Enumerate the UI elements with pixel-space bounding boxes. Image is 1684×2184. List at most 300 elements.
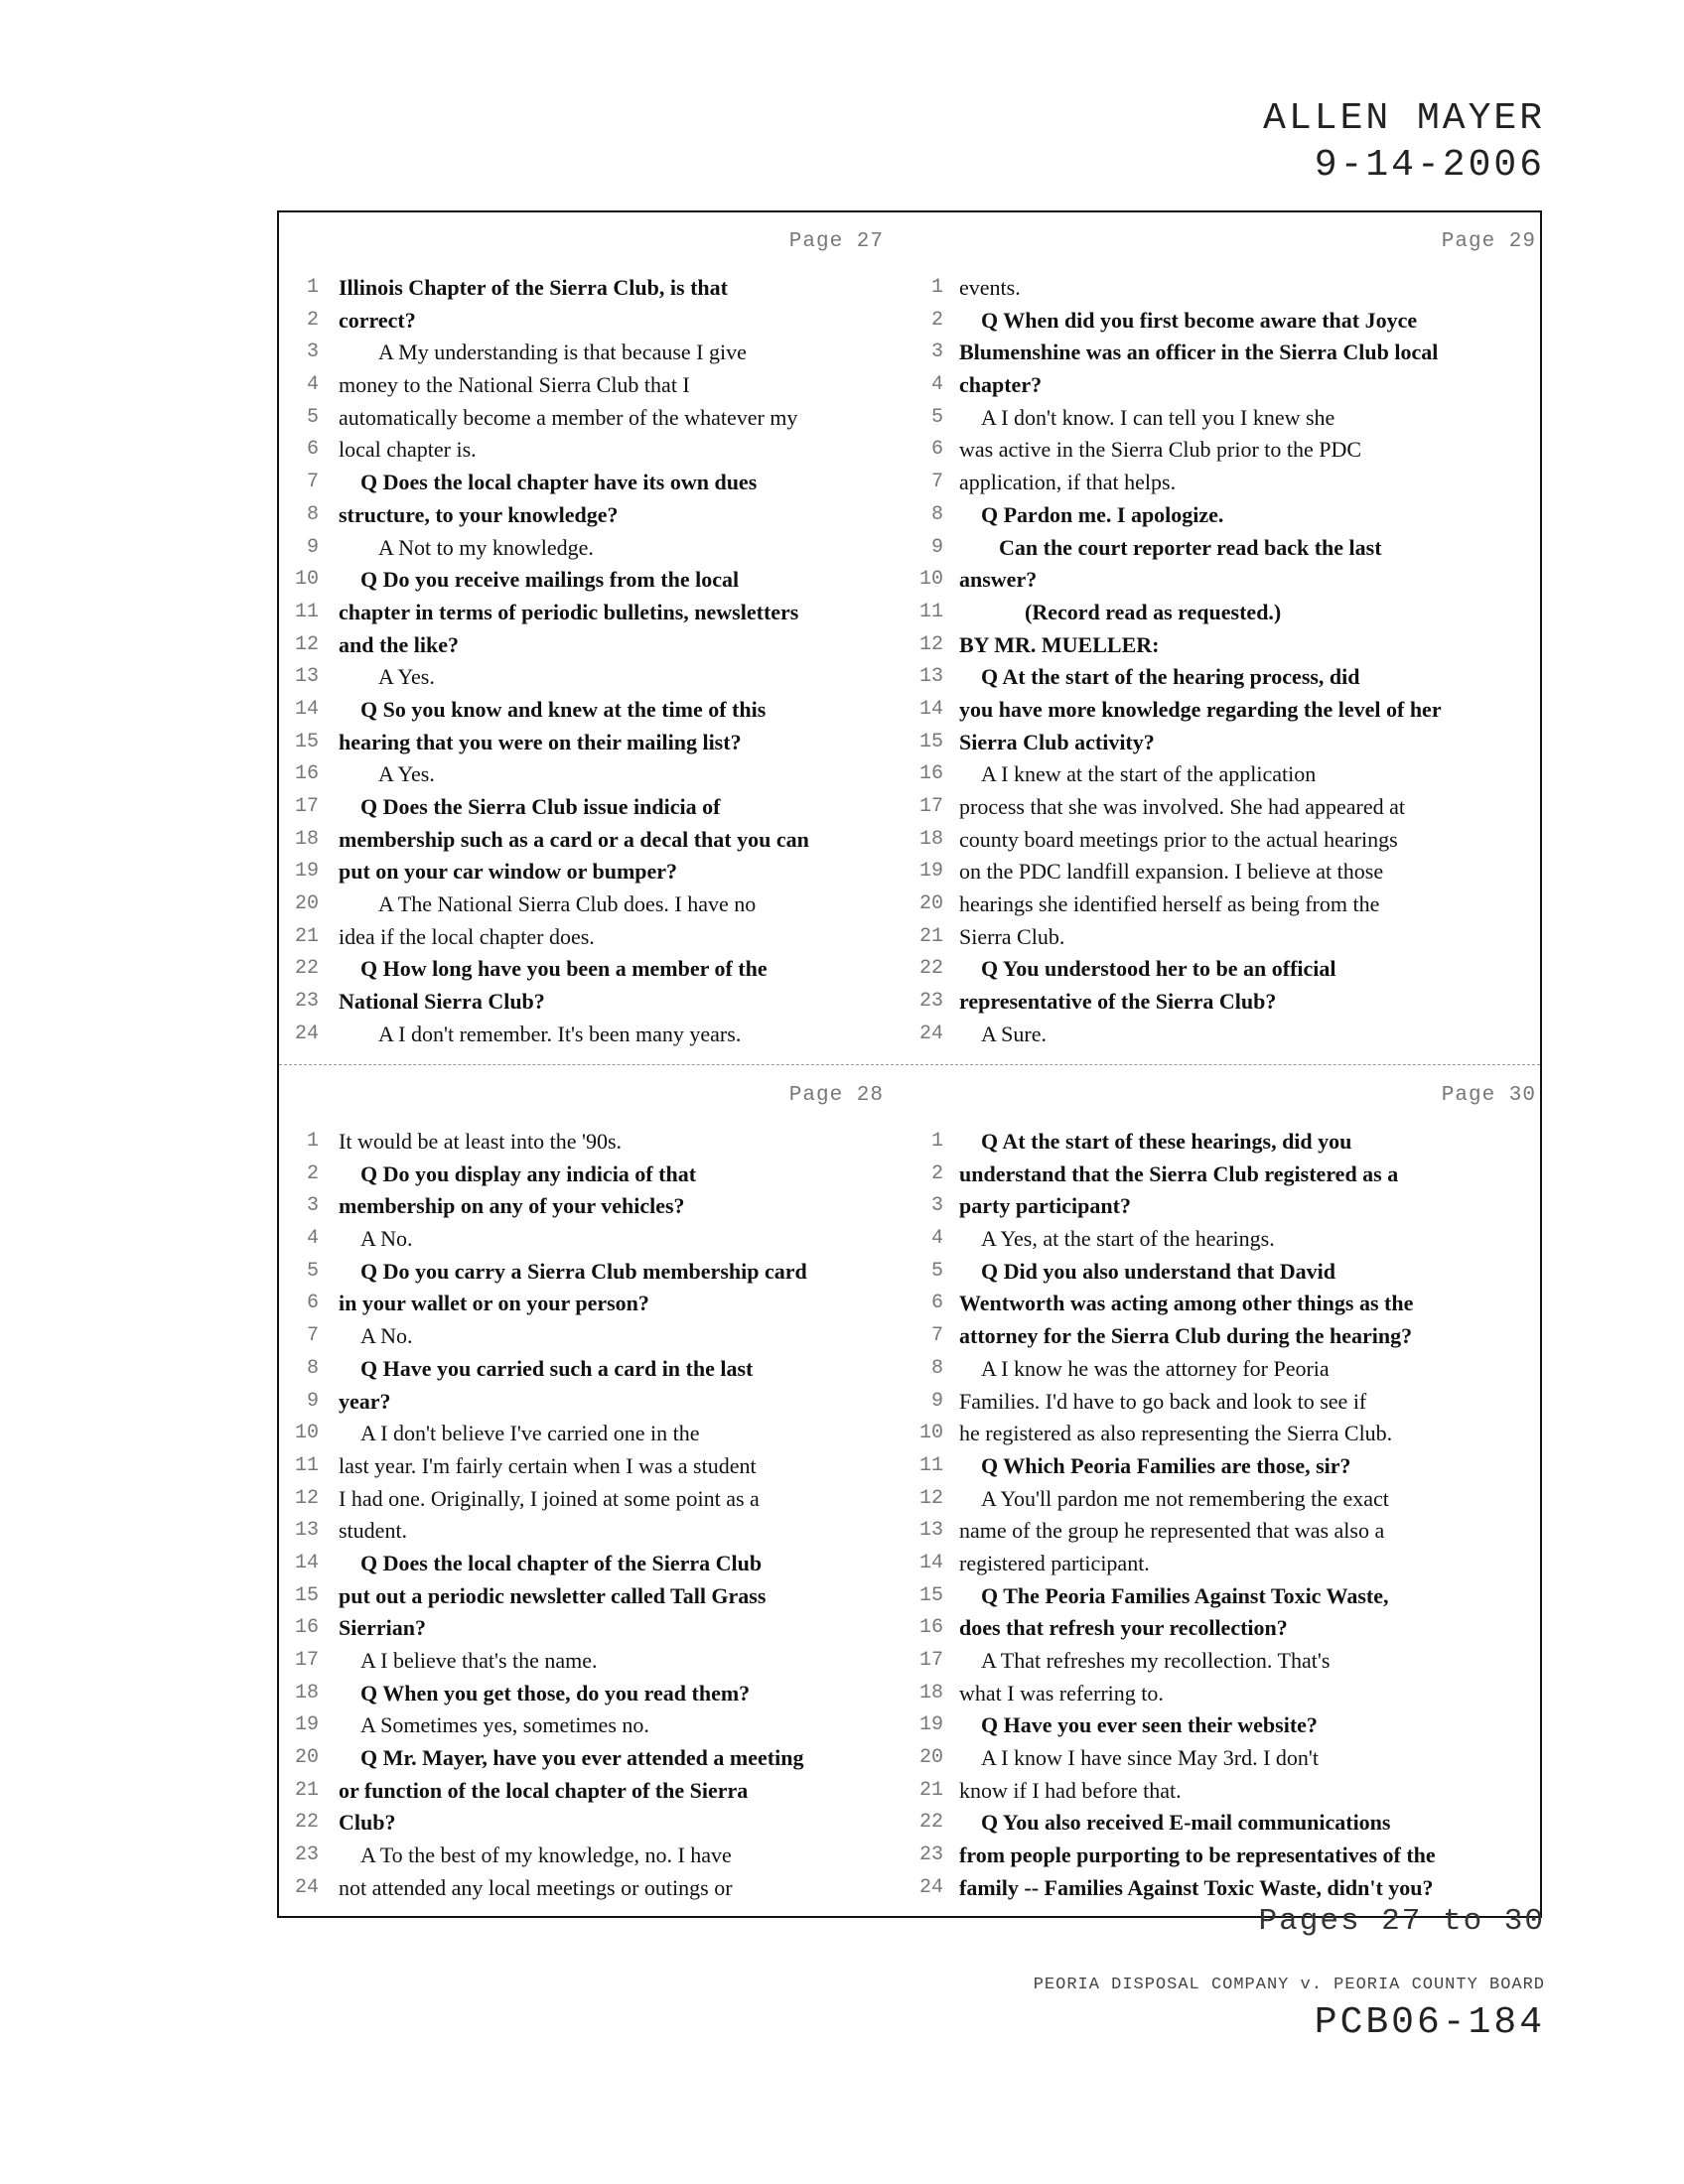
line-text: Wentworth was acting among other things as the bbox=[959, 1291, 1414, 1316]
line-text: A Yes. bbox=[378, 761, 435, 787]
line-text: BY MR. MUELLER: bbox=[959, 631, 1160, 657]
transcript-line bbox=[912, 727, 1544, 759]
line-text: Q Did you also understand that David bbox=[981, 1258, 1335, 1284]
transcript-line bbox=[912, 305, 1544, 338]
transcript-line bbox=[279, 1678, 912, 1710]
line-number: 2 bbox=[306, 308, 319, 332]
line-number: 20 bbox=[294, 1746, 319, 1770]
line-text: A Sure. bbox=[981, 1021, 1047, 1046]
transcript-line bbox=[912, 434, 1544, 467]
transcript-line bbox=[279, 1742, 912, 1775]
line-text: year? bbox=[339, 1388, 391, 1414]
line-number: 11 bbox=[918, 600, 943, 623]
line-text: A Yes, at the start of the hearings. bbox=[981, 1226, 1275, 1252]
transcript-line bbox=[912, 1418, 1544, 1450]
transcript-line bbox=[279, 1807, 912, 1840]
line-text: Q How long have you been a member of the bbox=[360, 956, 768, 982]
transcript-line bbox=[279, 1159, 912, 1191]
transcript-line bbox=[912, 1548, 1544, 1580]
transcript-lines bbox=[912, 1126, 1544, 1905]
line-text: Q Does the Sierra Club issue indicia of bbox=[360, 794, 721, 819]
transcript-line bbox=[279, 791, 912, 824]
transcript-lines bbox=[279, 1126, 912, 1905]
line-text: Q Do you receive mailings from the local bbox=[360, 567, 740, 593]
line-number: 3 bbox=[306, 1194, 319, 1218]
transcript-line bbox=[279, 597, 912, 629]
page-range: Pages 27 to 30 bbox=[1258, 1904, 1545, 1939]
line-text: application, if that helps. bbox=[959, 470, 1177, 495]
line-number: 23 bbox=[918, 990, 943, 1014]
transcript-line bbox=[279, 499, 912, 532]
line-number: 11 bbox=[918, 1453, 943, 1477]
line-number: 18 bbox=[294, 1681, 319, 1705]
line-text: automatically become a member of the whatever my bbox=[339, 404, 798, 430]
line-number: 5 bbox=[306, 1259, 319, 1283]
transcript-line bbox=[912, 1320, 1544, 1353]
line-number: 6 bbox=[306, 438, 319, 462]
transcript-line bbox=[279, 1256, 912, 1289]
line-text: what I was referring to. bbox=[959, 1680, 1164, 1706]
line-text: A I know he was the attorney for Peoria bbox=[981, 1355, 1330, 1381]
line-text: attorney for the Sierra Club during the hearing? bbox=[959, 1323, 1413, 1349]
line-text: process that she was involved. She had appeared at bbox=[959, 794, 1406, 819]
page-label: Page 28 bbox=[788, 1084, 884, 1107]
transcript-line bbox=[912, 532, 1544, 565]
line-number: 24 bbox=[918, 1875, 943, 1899]
transcript-line bbox=[279, 467, 912, 499]
transcript-line bbox=[912, 1190, 1544, 1223]
line-number: 14 bbox=[294, 697, 319, 721]
line-number: 13 bbox=[294, 1519, 319, 1543]
line-number: 12 bbox=[294, 632, 319, 656]
line-number: 16 bbox=[918, 762, 943, 786]
line-text: A That refreshes my recollection. That's bbox=[981, 1648, 1331, 1673]
line-number: 21 bbox=[294, 1778, 319, 1802]
line-text: (Record read as requested.) bbox=[1025, 599, 1282, 624]
line-number: 14 bbox=[918, 1551, 943, 1574]
line-number: 9 bbox=[306, 535, 319, 559]
transcript-line bbox=[912, 1709, 1544, 1742]
line-text: A I believe that's the name. bbox=[360, 1648, 598, 1673]
transcript-line bbox=[912, 1742, 1544, 1775]
line-number: 20 bbox=[918, 1746, 943, 1770]
line-text: A I know I have since May 3rd. I don't bbox=[981, 1745, 1320, 1771]
line-text: membership on any of your vehicles? bbox=[339, 1193, 685, 1219]
transcript-line bbox=[912, 402, 1544, 435]
transcript-line bbox=[912, 921, 1544, 954]
line-number: 10 bbox=[294, 568, 319, 592]
transcript-line bbox=[279, 532, 912, 565]
line-text: Q At the start of the hearing process, did bbox=[981, 664, 1360, 690]
line-text: Q Have you carried such a card in the last bbox=[360, 1355, 754, 1381]
line-number: 19 bbox=[918, 1713, 943, 1737]
transcript-line bbox=[279, 1418, 912, 1450]
transcript-line bbox=[912, 597, 1544, 629]
transcript-line bbox=[912, 1288, 1544, 1320]
line-text: Q Which Peoria Families are those, sir? bbox=[981, 1452, 1351, 1478]
line-text: idea if the local chapter does. bbox=[339, 923, 595, 949]
line-text: Q When you get those, do you read them? bbox=[360, 1680, 751, 1706]
transcript-line bbox=[279, 1190, 912, 1223]
line-text: does that refresh your recollection? bbox=[959, 1615, 1288, 1641]
line-text: A I don't believe I've carried one in the bbox=[360, 1421, 700, 1446]
transcript-line bbox=[912, 1353, 1544, 1386]
transcript-line bbox=[279, 1288, 912, 1320]
line-text: Sierrian? bbox=[339, 1615, 426, 1641]
transcript-line bbox=[912, 856, 1544, 888]
line-number: 3 bbox=[306, 341, 319, 364]
line-number: 14 bbox=[294, 1551, 319, 1574]
line-number: 18 bbox=[294, 827, 319, 851]
line-number: 10 bbox=[918, 1422, 943, 1445]
transcript-line bbox=[279, 986, 912, 1019]
line-text: he registered as also representing the Sierra Club. bbox=[959, 1421, 1393, 1446]
page-divider bbox=[279, 1064, 1540, 1065]
line-text: from people purporting to be representatives of the bbox=[959, 1843, 1436, 1868]
transcript-line bbox=[912, 1256, 1544, 1289]
transcript-line bbox=[279, 1126, 912, 1159]
line-text: money to the National Sierra Club that I bbox=[339, 372, 690, 398]
transcript-line bbox=[912, 337, 1544, 369]
line-text: membership such as a card or a decal that you can bbox=[339, 826, 809, 852]
line-number: 16 bbox=[918, 1616, 943, 1640]
transcript-line bbox=[912, 953, 1544, 986]
line-text: Q So you know and knew at the time of this bbox=[360, 696, 767, 722]
transcript-line bbox=[279, 337, 912, 369]
line-text: name of the group he represented that was also a bbox=[959, 1518, 1385, 1544]
line-number: 7 bbox=[930, 1324, 943, 1348]
transcript-line bbox=[279, 402, 912, 435]
transcript-lines bbox=[912, 272, 1544, 1051]
transcript-line bbox=[279, 661, 912, 694]
line-number: 17 bbox=[918, 1649, 943, 1672]
line-number: 2 bbox=[930, 308, 943, 332]
line-text: and the like? bbox=[339, 631, 460, 657]
line-text: Q You also received E-mail communications bbox=[981, 1810, 1391, 1836]
line-text: know if I had before that. bbox=[959, 1777, 1182, 1803]
line-text: A I knew at the start of the application bbox=[981, 761, 1317, 787]
transcript-line bbox=[912, 1515, 1544, 1548]
transcript-line bbox=[912, 369, 1544, 402]
page-label: Page 30 bbox=[1441, 1084, 1536, 1107]
line-text: events. bbox=[959, 275, 1021, 300]
line-text: A I don't know. I can tell you I knew she bbox=[981, 404, 1335, 430]
line-number: 21 bbox=[918, 1778, 943, 1802]
line-text: A No. bbox=[360, 1226, 413, 1252]
line-number: 13 bbox=[918, 1519, 943, 1543]
transcript-line bbox=[279, 1515, 912, 1548]
transcript-line bbox=[912, 824, 1544, 857]
line-number: 15 bbox=[918, 1583, 943, 1607]
transcript-line bbox=[912, 1580, 1544, 1613]
line-number: 8 bbox=[930, 502, 943, 526]
line-number: 13 bbox=[918, 665, 943, 689]
line-text: Can the court reporter read back the last bbox=[999, 534, 1382, 560]
line-number: 4 bbox=[930, 1227, 943, 1251]
transcript-line bbox=[279, 1709, 912, 1742]
line-number: 15 bbox=[294, 1583, 319, 1607]
line-text: Q Mr. Mayer, have you ever attended a meeting bbox=[360, 1745, 804, 1771]
line-number: 11 bbox=[294, 1453, 319, 1477]
transcript-line bbox=[912, 791, 1544, 824]
line-number: 21 bbox=[918, 924, 943, 948]
transcript-line bbox=[279, 629, 912, 662]
line-text: in your wallet or on your person? bbox=[339, 1291, 649, 1316]
transcript-line bbox=[279, 953, 912, 986]
line-number: 22 bbox=[294, 1811, 319, 1835]
transcript-line bbox=[912, 1223, 1544, 1256]
transcript-line bbox=[279, 1548, 912, 1580]
transcript-line bbox=[912, 564, 1544, 597]
transcript-line bbox=[912, 272, 1544, 305]
line-text: not attended any local meetings or outings or bbox=[339, 1874, 733, 1900]
line-text: or function of the local chapter of the Sierra bbox=[339, 1777, 749, 1803]
line-number: 17 bbox=[918, 795, 943, 818]
case-number: PCB06-184 bbox=[1314, 2001, 1545, 2044]
page-label: Page 27 bbox=[788, 230, 884, 253]
transcript-line bbox=[912, 1386, 1544, 1419]
transcript-line bbox=[912, 694, 1544, 727]
line-number: 23 bbox=[294, 990, 319, 1014]
line-number: 12 bbox=[294, 1486, 319, 1510]
transcript-line bbox=[279, 272, 912, 305]
line-text: Blumenshine was an officer in the Sierra Club local bbox=[959, 340, 1439, 365]
line-number: 13 bbox=[294, 665, 319, 689]
line-number: 1 bbox=[930, 276, 943, 299]
transcript-line bbox=[912, 1483, 1544, 1516]
line-text: National Sierra Club? bbox=[339, 989, 545, 1015]
line-text: It would be at least into the '90s. bbox=[339, 1129, 623, 1154]
line-number: 23 bbox=[918, 1843, 943, 1867]
line-number: 19 bbox=[918, 860, 943, 884]
line-number: 1 bbox=[930, 1130, 943, 1153]
line-number: 5 bbox=[306, 405, 319, 429]
line-number: 4 bbox=[930, 373, 943, 397]
line-number: 1 bbox=[306, 1130, 319, 1153]
line-text: on the PDC landfill expansion. I believe at those bbox=[959, 859, 1384, 885]
line-number: 15 bbox=[294, 730, 319, 753]
line-number: 19 bbox=[294, 860, 319, 884]
transcript-line bbox=[912, 661, 1544, 694]
transcript-line bbox=[279, 758, 912, 791]
line-text: A Yes. bbox=[378, 664, 435, 690]
transcript-line bbox=[912, 1645, 1544, 1678]
transcript-line bbox=[912, 1019, 1544, 1051]
transcript-line bbox=[279, 1840, 912, 1872]
line-text: answer? bbox=[959, 567, 1038, 593]
line-number: 17 bbox=[294, 1649, 319, 1672]
line-text: Q Does the local chapter of the Sierra Club bbox=[360, 1550, 763, 1575]
line-number: 18 bbox=[918, 1681, 943, 1705]
line-text: registered participant. bbox=[959, 1550, 1150, 1575]
line-number: 6 bbox=[306, 1292, 319, 1315]
transcript-line bbox=[912, 1840, 1544, 1872]
line-text: A You'll pardon me not remembering the exact bbox=[981, 1485, 1389, 1511]
line-number: 22 bbox=[918, 957, 943, 981]
deposition-date: 9-14-2006 bbox=[1314, 144, 1545, 187]
line-number: 22 bbox=[294, 957, 319, 981]
line-text: I had one. Originally, I joined at some point as a bbox=[339, 1485, 760, 1511]
line-number: 12 bbox=[918, 1486, 943, 1510]
transcript-line bbox=[279, 434, 912, 467]
transcript-line bbox=[279, 1320, 912, 1353]
line-text: A No. bbox=[360, 1323, 413, 1349]
transcript-line bbox=[279, 888, 912, 921]
line-number: 17 bbox=[294, 795, 319, 818]
case-caption: PEORIA DISPOSAL COMPANY v. PEORIA COUNTY BOARD bbox=[1033, 1976, 1545, 1994]
line-text: put on your car window or bumper? bbox=[339, 859, 678, 885]
line-text: representative of the Sierra Club? bbox=[959, 989, 1277, 1015]
line-text: Q Do you display any indicia of that bbox=[360, 1160, 697, 1186]
line-number: 24 bbox=[294, 1022, 319, 1045]
line-text: Q Does the local chapter have its own dues bbox=[360, 470, 758, 495]
line-number: 14 bbox=[918, 697, 943, 721]
line-text: Sierra Club. bbox=[959, 923, 1065, 949]
transcript-line bbox=[279, 1872, 912, 1905]
transcript-line bbox=[912, 467, 1544, 499]
line-number: 22 bbox=[918, 1811, 943, 1835]
line-number: 3 bbox=[930, 341, 943, 364]
transcript-line bbox=[912, 1872, 1544, 1905]
line-text: family -- Families Against Toxic Waste, didn't you? bbox=[959, 1874, 1434, 1900]
line-text: Illinois Chapter of the Sierra Club, is that bbox=[339, 275, 728, 300]
line-number: 8 bbox=[306, 502, 319, 526]
line-text: party participant? bbox=[959, 1193, 1131, 1219]
transcript-line bbox=[279, 824, 912, 857]
line-text: county board meetings prior to the actual hearings bbox=[959, 826, 1398, 852]
transcript-line bbox=[279, 1775, 912, 1808]
line-number: 1 bbox=[306, 276, 319, 299]
transcript-lines bbox=[279, 272, 912, 1051]
line-text: Q The Peoria Families Against Toxic Waste, bbox=[981, 1582, 1389, 1608]
transcript-line bbox=[279, 727, 912, 759]
line-text: chapter? bbox=[959, 372, 1043, 398]
transcript-line bbox=[279, 1019, 912, 1051]
transcript-line bbox=[912, 1159, 1544, 1191]
line-number: 24 bbox=[918, 1022, 943, 1045]
line-number: 7 bbox=[930, 471, 943, 494]
transcript-line bbox=[279, 1483, 912, 1516]
transcript-line bbox=[279, 564, 912, 597]
line-number: 7 bbox=[306, 1324, 319, 1348]
line-number: 15 bbox=[918, 730, 943, 753]
line-number: 24 bbox=[294, 1875, 319, 1899]
line-text: Q Pardon me. I apologize. bbox=[981, 501, 1224, 527]
transcript-line bbox=[912, 1775, 1544, 1808]
transcript-line bbox=[912, 1678, 1544, 1710]
line-number: 16 bbox=[294, 1616, 319, 1640]
line-number: 10 bbox=[294, 1422, 319, 1445]
line-text: correct? bbox=[339, 307, 416, 333]
line-text: hearing that you were on their mailing list? bbox=[339, 729, 742, 754]
line-number: 7 bbox=[306, 471, 319, 494]
transcript-frame bbox=[277, 210, 1542, 1918]
line-number: 6 bbox=[930, 438, 943, 462]
line-text: understand that the Sierra Club registered as a bbox=[959, 1160, 1399, 1186]
line-number: 2 bbox=[306, 1161, 319, 1185]
line-number: 12 bbox=[918, 632, 943, 656]
line-number: 18 bbox=[918, 827, 943, 851]
line-text: structure, to your knowledge? bbox=[339, 501, 619, 527]
transcript-line bbox=[279, 1645, 912, 1678]
page-28-panel bbox=[279, 1066, 912, 1918]
page-label: Page 29 bbox=[1441, 230, 1536, 253]
line-text: Q At the start of these hearings, did you bbox=[981, 1129, 1352, 1154]
deponent-name: ALLEN MAYER bbox=[1263, 97, 1545, 140]
transcript-line bbox=[912, 1807, 1544, 1840]
line-number: 20 bbox=[294, 892, 319, 916]
line-text: last year. I'm fairly certain when I was a student bbox=[339, 1452, 757, 1478]
line-text: chapter in terms of periodic bulletins, newsletters bbox=[339, 599, 799, 624]
transcript-line bbox=[279, 369, 912, 402]
line-text: A The National Sierra Club does. I have no bbox=[378, 891, 757, 917]
line-text: student. bbox=[339, 1518, 408, 1544]
line-number: 9 bbox=[306, 1389, 319, 1413]
page-27-panel bbox=[279, 212, 912, 1064]
line-text: hearings she identified herself as being from the bbox=[959, 891, 1380, 917]
line-number: 6 bbox=[930, 1292, 943, 1315]
transcript-line bbox=[279, 1580, 912, 1613]
transcript-line bbox=[279, 1223, 912, 1256]
line-text: was active in the Sierra Club prior to the PDC bbox=[959, 437, 1362, 463]
line-number: 4 bbox=[306, 373, 319, 397]
line-number: 23 bbox=[294, 1843, 319, 1867]
line-text: put out a periodic newsletter called Tall Grass bbox=[339, 1582, 767, 1608]
transcript-line bbox=[279, 1353, 912, 1386]
line-number: 8 bbox=[306, 1356, 319, 1380]
line-text: A Sometimes yes, sometimes no. bbox=[360, 1712, 649, 1738]
line-text: A My understanding is that because I give bbox=[378, 340, 747, 365]
line-text: Q When did you first become aware that Joyce bbox=[981, 307, 1418, 333]
line-number: 9 bbox=[930, 535, 943, 559]
line-text: Q Do you carry a Sierra Club membership card bbox=[360, 1258, 807, 1284]
line-number: 5 bbox=[930, 405, 943, 429]
transcript-line bbox=[279, 1612, 912, 1645]
line-number: 9 bbox=[930, 1389, 943, 1413]
transcript-line bbox=[912, 499, 1544, 532]
transcript-line bbox=[912, 888, 1544, 921]
line-text: you have more knowledge regarding the level of her bbox=[959, 696, 1442, 722]
line-number: 2 bbox=[930, 1161, 943, 1185]
line-text: Club? bbox=[339, 1810, 396, 1836]
transcript-line bbox=[912, 629, 1544, 662]
page-29-panel bbox=[912, 212, 1544, 1064]
line-text: A Not to my knowledge. bbox=[378, 534, 594, 560]
transcript-line bbox=[279, 1450, 912, 1483]
line-number: 10 bbox=[918, 568, 943, 592]
line-number: 3 bbox=[930, 1194, 943, 1218]
line-number: 8 bbox=[930, 1356, 943, 1380]
transcript-line bbox=[912, 758, 1544, 791]
transcript-line bbox=[279, 1386, 912, 1419]
transcript-line bbox=[279, 856, 912, 888]
line-text: Q You understood her to be an official bbox=[981, 956, 1336, 982]
line-number: 16 bbox=[294, 762, 319, 786]
transcript-line bbox=[912, 1126, 1544, 1159]
line-text: local chapter is. bbox=[339, 437, 477, 463]
line-number: 20 bbox=[918, 892, 943, 916]
line-text: A I don't remember. It's been many years. bbox=[378, 1021, 742, 1046]
line-text: Q Have you ever seen their website? bbox=[981, 1712, 1318, 1738]
line-number: 21 bbox=[294, 924, 319, 948]
transcript-line bbox=[279, 921, 912, 954]
transcript-line bbox=[912, 1450, 1544, 1483]
line-number: 4 bbox=[306, 1227, 319, 1251]
line-text: A To the best of my knowledge, no. I have bbox=[360, 1843, 732, 1868]
transcript-line bbox=[279, 694, 912, 727]
line-number: 19 bbox=[294, 1713, 319, 1737]
line-text: Sierra Club activity? bbox=[959, 729, 1155, 754]
